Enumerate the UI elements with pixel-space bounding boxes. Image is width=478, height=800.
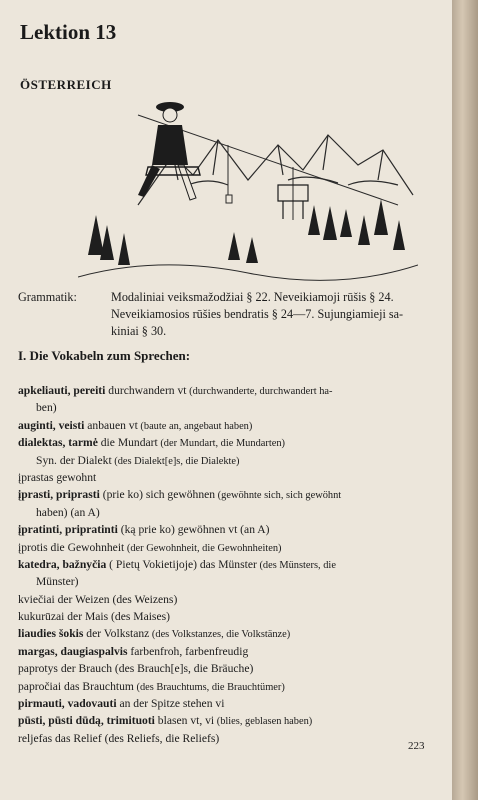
vocab-lithuanian: pirmauti, vadovauti: [18, 697, 117, 711]
vocab-forms: (durchwanderte, durchwandert ha-: [186, 386, 333, 397]
vocab-german: Syn. der Dialekt: [36, 453, 112, 467]
vocab-german: (ką prie ko) gewöhnen vt (an A): [117, 523, 270, 537]
vocab-lithuanian: auginti, veisti: [18, 418, 85, 432]
vocab-forms: (des Volkstanzes, die Volkstänze): [149, 629, 291, 641]
vocab-entry: [18, 469, 438, 486]
vocab-lithuanian: apkeliauti, pereiti: [18, 384, 106, 397]
vocab-lithuanian: pūsti, pūsti dūdą, trimituoti: [18, 714, 155, 728]
vocab-entry: [18, 712, 438, 729]
grammar-text: [111, 289, 438, 340]
vocab-german: kukurūzai der Mais (des Maises): [18, 610, 170, 624]
vocab-entry: [18, 452, 438, 469]
vocab-entry: [18, 625, 438, 642]
vocab-german: die Mundart: [97, 436, 158, 450]
vocab-german: anbauen vt: [84, 418, 138, 432]
vocab-entry: [18, 539, 438, 556]
vocab-german: (prie ko) sich gewöhnen: [99, 488, 216, 502]
vocab-german: haben) (an A): [36, 505, 100, 519]
vocab-entry: [18, 434, 438, 451]
vocab-lithuanian: liaudies šokis: [18, 627, 84, 641]
vocab-forms: (der Gewohnheit, die Gewohnheiten): [124, 542, 282, 554]
vocab-german: durchwandern vt: [105, 384, 187, 397]
vocab-german: Münster): [36, 575, 79, 589]
vocab-german: blasen vt, vi: [154, 714, 215, 728]
vocab-german: įprastas gewohnt: [18, 470, 97, 484]
grammar-line: Modaliniai veiksmažodžiai § 22. Neveikiamoji rūšis § 24.: [111, 290, 394, 304]
vocab-forms: (des Münsters, die: [256, 559, 336, 571]
vocab-lithuanian: dialektas, tarmė: [18, 436, 98, 450]
vocab-german: ben): [36, 401, 57, 415]
vocab-lithuanian: įpratinti, pripratinti: [18, 523, 118, 537]
vocab-entry: [18, 573, 438, 590]
vocab-forms: (gewöhnte sich, sich gewöhnt: [215, 490, 342, 502]
vocab-entry: [18, 643, 438, 660]
grammar-line: kiniai § 30.: [111, 324, 167, 338]
vocab-forms: (baute an, angebaut haben): [137, 420, 253, 432]
page-edge: [452, 0, 478, 800]
vocab-forms: (des Brauchtums, die Brauchtümer): [133, 681, 285, 693]
vocab-entry: [18, 678, 438, 695]
vocab-entry: [18, 660, 438, 677]
vocab-entry: [18, 608, 438, 625]
vocab-entry: [18, 486, 438, 503]
page-number: 223: [408, 740, 425, 752]
vocab-entry: [18, 591, 438, 608]
page-subtitle: ÖSTERREICH: [20, 77, 112, 92]
vocab-entry: [18, 695, 438, 712]
vocab-entry: [18, 504, 438, 521]
vocab-german: paprotys der Brauch (des Brauch[e]s, die Bräuche): [18, 662, 254, 676]
vocab-forms: (der Mundart, die Mundarten): [157, 438, 285, 450]
section-heading: I. Die Vokabeln zum Sprechen:: [18, 348, 191, 363]
vocab-german: ( Pietų Vokietijoje) das Münster: [106, 557, 257, 571]
vocab-entry: [18, 730, 438, 747]
vocab-entry: [18, 382, 438, 399]
vocab-lithuanian: įprasti, priprasti: [18, 488, 100, 502]
page-title: Lektion 13: [20, 20, 117, 44]
grammar-line: Neveikiamosios rūšies bendratis § 24—7. Sujungiamieji sa-: [111, 307, 404, 321]
vocab-german: įprotis die Gewohnheit: [18, 540, 125, 554]
vocab-entry: [18, 556, 438, 573]
vocab-forms: (des Dialekt[e]s, die Dialekte): [111, 455, 240, 467]
vocab-forms: (blies, geblasen haben): [214, 716, 313, 728]
vocab-entry: [18, 399, 438, 416]
grammar-label: Grammatik:: [18, 290, 77, 304]
vocab-lithuanian: margas, daugiaspalvis: [18, 644, 128, 658]
vocab-german: papročiai das Brauchtum: [18, 679, 134, 693]
vocab-german: der Volkstanz: [83, 627, 150, 641]
vocab-lithuanian: katedra, bažnyčia: [18, 557, 107, 571]
alpine-landscape-illustration: [78, 85, 418, 283]
vocab-german: kviečiai der Weizen (des Weizens): [18, 592, 178, 606]
vocab-german: an der Spitze stehen vi: [116, 697, 225, 711]
vocab-german: reljefas das Relief (des Reliefs, die Reliefs): [18, 731, 220, 745]
vocab-german: farbenfroh, farbenfreudig: [127, 644, 249, 658]
vocab-entry: [18, 521, 438, 538]
vocabulary-list: [18, 382, 438, 747]
vocab-entry: [18, 417, 438, 434]
